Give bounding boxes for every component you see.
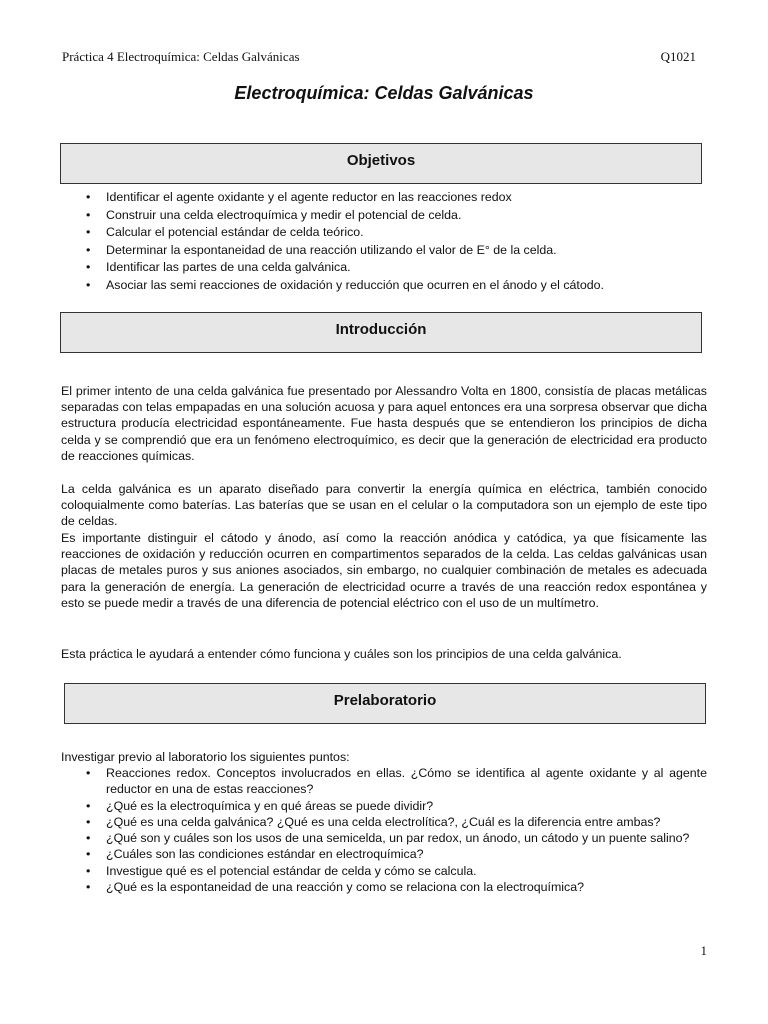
objetivos-heading: Objetivos <box>346 152 416 169</box>
list-item: • ¿Qué son y cuáles son los usos de una semicelda, un par redox, un ánodo, un cátodo y un puente salino? <box>61 830 707 846</box>
list-item: • Identificar el agente oxidante y el agente reductor en las reacciones redox <box>61 189 711 207</box>
list-item: • Identificar las partes de una celda galvánica. <box>61 259 711 277</box>
introduccion-heading: Introducción <box>335 321 427 338</box>
introduccion-heading-box <box>60 312 702 353</box>
list-item: • ¿Cuáles son las condiciones estándar en electroquímica? <box>61 846 707 862</box>
list-item: • Investigue qué es el potencial estándar de celda y cómo se calcula. <box>61 863 707 879</box>
intro-paragraph-3: Es importante distinguir el cátodo y ánodo, así como la reacción anódica y catódica, ya que físicamente las reacciones de oxidación y reducción ocurren en compartimentos separados de la celda. Las celdas galvánicas usan placas de metales puros y sus aniones asociados, sin embargo, no cualquier combinación de metales es adecuada para la generación de energía. La generación de electricidad ocurre a través de una reacción redox espontánea y esto se puede medir a través de una diferencia de potencial eléctrico con el uso de un multímetro. <box>61 531 707 610</box>
prelab-intro: Investigar previo al laboratorio los siguientes puntos: <box>61 750 350 764</box>
prelaboratorio-heading: Prelaboratorio <box>333 692 437 709</box>
list-item: • Reacciones redox. Conceptos involucrados en ellas. ¿Cómo se identifica al agente oxidante y al agente reductor en una de estas reacciones? <box>61 765 707 798</box>
list-item: • Calcular el potencial estándar de celda teórico. <box>61 224 711 242</box>
prelab-list <box>61 765 707 895</box>
page-number: 1 <box>700 943 707 958</box>
running-header-code: Q1021 <box>660 49 696 64</box>
list-item: • ¿Qué es la electroquímica y en qué áreas se puede dividir? <box>61 798 707 814</box>
list-item: • ¿Qué es una celda galvánica? ¿Qué es una celda electrolítica?, ¿Cuál es la diferencia entre ambas? <box>61 814 707 830</box>
objetivos-heading-box <box>60 143 702 184</box>
prelaboratorio-heading-box <box>64 683 706 724</box>
intro-paragraph-4: Esta práctica le ayudará a entender cómo funciona y cuáles son los principios de una celda galvánica. <box>61 647 622 661</box>
running-header-title: Práctica 4 Electroquímica: Celdas Galvánicas <box>62 49 300 64</box>
list-item: • Determinar la espontaneidad de una reacción utilizando el valor de E° de la celda. <box>61 242 711 260</box>
objetivos-list <box>61 189 711 294</box>
intro-paragraph-1: El primer intento de una celda galvánica fue presentado por Alessandro Volta en 1800, consistía de placas metálicas separadas con telas empapadas en una solución acuosa y para aquel entonces era una sorpresa observar que dicha estructura producía electricidad espontáneamente. Fue hasta después que se entendieron los principios de dicha celda y se comprendió que era un fenómeno electroquímico, es decir que la generación de electricidad era producto de reacciones químicas. <box>61 384 707 463</box>
document-title: Electroquímica: Celdas Galvánicas <box>234 83 534 103</box>
list-item: • ¿Qué es la espontaneidad de una reacción y como se relaciona con la electroquímica? <box>61 879 707 895</box>
list-item: • Construir una celda electroquímica y medir el potencial de celda. <box>61 207 711 225</box>
list-item: • Asociar las semi reacciones de oxidación y reducción que ocurren en el ánodo y el cátodo. <box>61 277 711 295</box>
intro-paragraph-2: La celda galvánica es un aparato diseñado para convertir la energía química en eléctrica, también conocido coloquialmente como baterías. Las baterías que se usan en el celular o la computadora son un ejemplo de este tipo de celdas. <box>61 482 707 529</box>
